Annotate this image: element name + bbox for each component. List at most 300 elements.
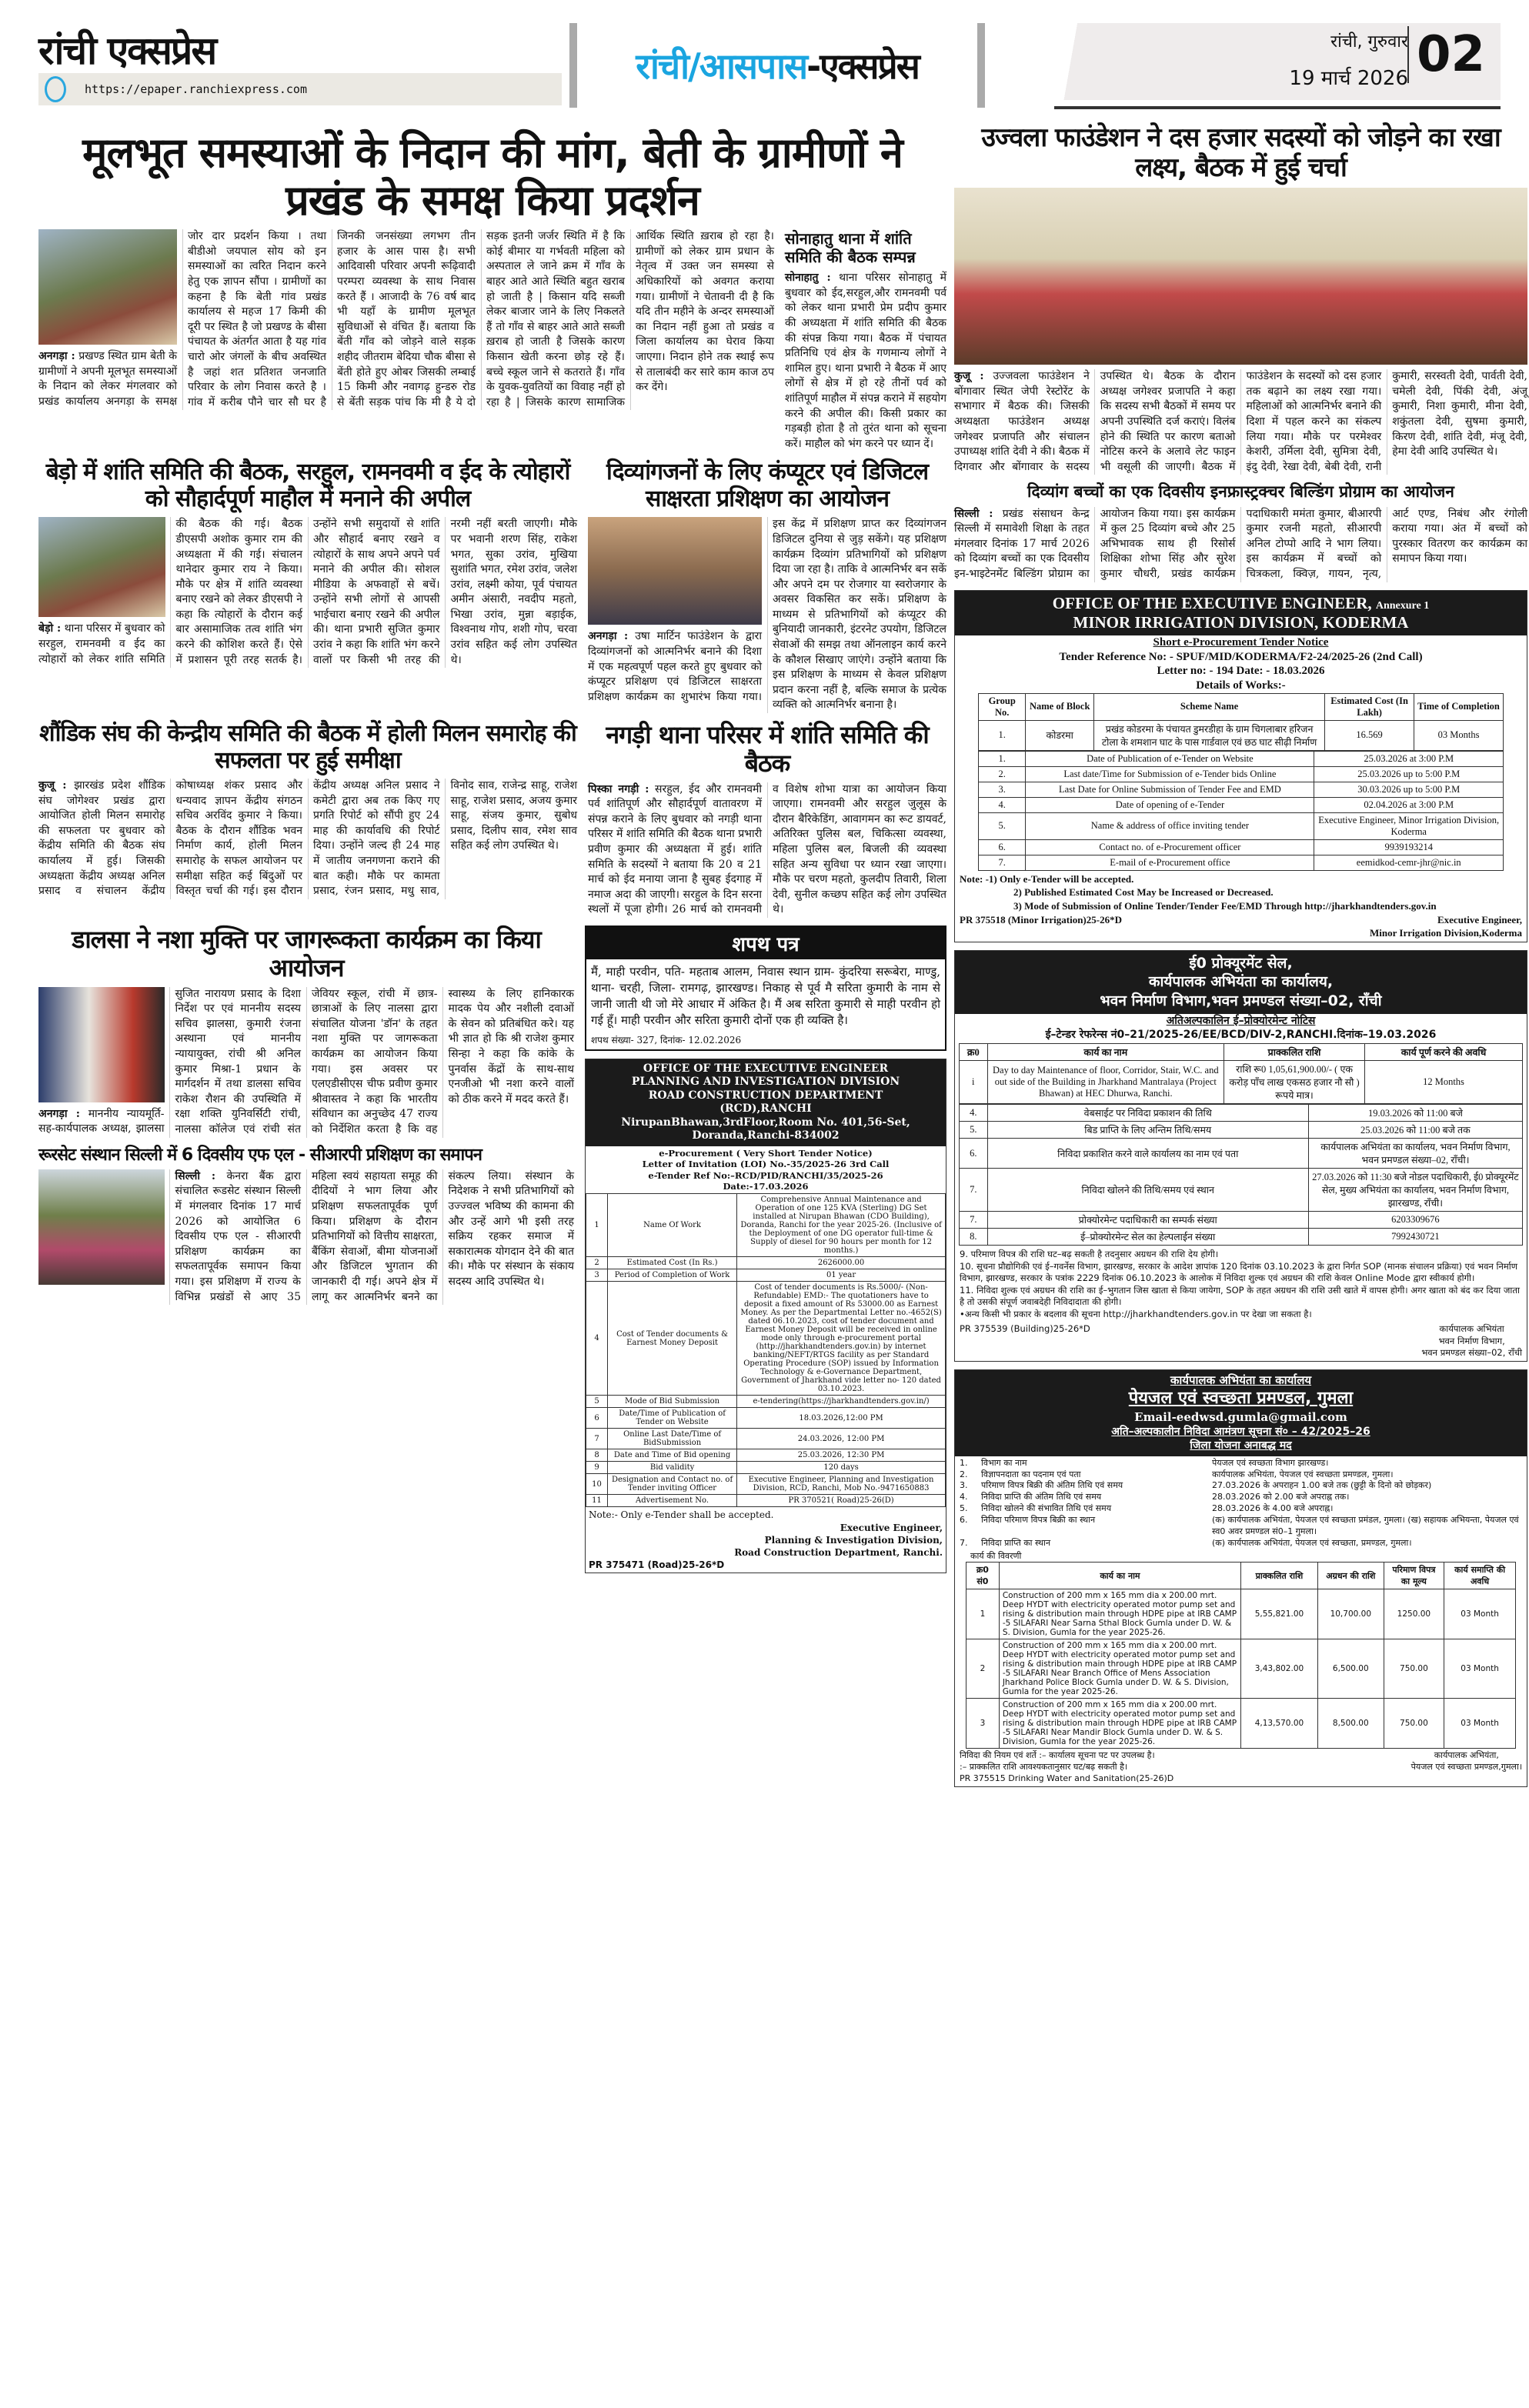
cell: 1250.00 [1384, 1589, 1444, 1639]
letter-no: Letter no: - 194 Date: - 18.03.2026 [1157, 665, 1325, 678]
info-field: 27.03.2026 के अपराहन 1.00 बजे तक (छुट्टी के दिनो को छोड़कर) [1212, 1480, 1432, 1491]
info-item [960, 1538, 1522, 1549]
cell: 4 [586, 1282, 608, 1396]
info-field: 4. [960, 1492, 968, 1502]
cell: Name Of Work [608, 1194, 737, 1257]
cell: Construction of 200 mm x 165 mm dia x 200.00 mrt. Deep HYDT with electricity operated motor pump set and rising & distribution main through HDPE pipe at IRB CAMP -5 SILAFARI Near Sarna Sthal Block Gumla under D. W. & S. Division, Gumla for the year 2025-26. [999, 1589, 1240, 1639]
cell: 750.00 [1384, 1699, 1444, 1749]
issue-date: 19 मार्च 2026 [1289, 67, 1408, 90]
cell: 8 [586, 1449, 608, 1462]
cell: 7. [960, 1212, 988, 1229]
cell: 8,500.00 [1317, 1699, 1384, 1749]
tender-reference: ई–टेन्डर रेफरेन्स नं0–21/2025-26/EE/BCD/DIV-2,RANCHI.दिनांक–19.03.2026 [1045, 1028, 1437, 1041]
header-rule [1054, 106, 1501, 109]
date-block [1000, 23, 1501, 100]
cell: 03 Month [1444, 1699, 1516, 1749]
cell: 7. [960, 1169, 988, 1212]
table-row [979, 855, 1504, 870]
cell: Executive Engineer, Planning and Investigation Division, RCD, Ranchi, Mob No.-9471650883 [737, 1474, 946, 1495]
info-field: (क) कार्यपालक अभियंता, पेयजल एवं स्वच्छता प्रमंडल, गुमला। (ख) सहायक अभियन्ता, पेयजल एवं स्व0 अवर प्रमण्डल सं0–1 गुमला। [1212, 1514, 1519, 1536]
signatory: Executive Engineer, [1437, 913, 1522, 926]
article-ujjwala [954, 123, 1527, 475]
info-item [960, 1480, 1522, 1492]
cell: 18.03.2026,12:00 PM [737, 1408, 946, 1429]
dateline: अनगड़ा : [38, 1107, 80, 1120]
article-beti [38, 129, 946, 452]
ad-header-line: (RCD),RANCHI [719, 1102, 812, 1116]
pr-number: PR 375471 (Road)25-26*D [589, 1559, 725, 1571]
table-row [979, 751, 1504, 766]
cell: कोडरमा [1026, 720, 1094, 750]
table-row [586, 1495, 946, 1507]
works-table [966, 1562, 1516, 1749]
loi-number: Letter of Invitation (LOI) No.-35/2025-26 3rd Call [642, 1159, 890, 1170]
cell: Bid validity [608, 1462, 737, 1474]
note-line: 3) Mode of Submission of Online Tender/Tender Fee/EMD Through http://jharkhandtenders.gov.in [1013, 899, 1437, 912]
table-row [966, 1639, 1516, 1699]
cell: प्रोक्योरमेन्ट पदाधिकारी का सम्पर्क संख्या [987, 1212, 1308, 1229]
cell: 120 days [737, 1462, 946, 1474]
info-field: निविदा खोलने की संभावित तिथि एवं समय [981, 1503, 1112, 1514]
dateline: सिल्ली : [175, 1169, 216, 1182]
cell: 10 [586, 1474, 608, 1495]
cell: 25.03.2026 को 11:00 बजे तक [1308, 1122, 1522, 1139]
note-line: 2) Published Estimated Cost May be Increased or Decreased. [1013, 886, 1274, 899]
info-field: परिमाण विपत्र बिक्री की अंतिम तिथि एवं समय [981, 1480, 1123, 1491]
info-field: 2. [960, 1469, 968, 1479]
table-row [586, 1429, 946, 1449]
cell: 11 [586, 1495, 608, 1507]
dateline: अनगड़ा : [38, 350, 75, 363]
article-divyang-children-body [954, 507, 1527, 582]
col-header: क्र0 [960, 1044, 988, 1061]
cell: 3. [979, 782, 1026, 797]
cell: 6. [979, 839, 1026, 855]
headline-ujjwala: उज्वला फाउंडेशन ने दस हजार सदस्यों को जोड़ने का रखा लक्ष्य, बैठक में हुई चर्चा [981, 122, 1501, 184]
schedule-table [959, 1104, 1523, 1246]
cell: Date and Time of Bid opening [608, 1449, 737, 1462]
cell: Cost of tender documents is Rs.5000/- (Non-Refundable) EMD:- The quotationers have to deposit a fixed amount of Rs 53000.00 as Earnest Money. As per the Departmental Letter no.-4652(S) dated 06.10.2023, cost of tender document and Earnest Money Deposit will be received in online mode only through e-procurement portal (http://jharkhandtenders.gov.in) by internet banking/NEFT/RTGS facility as per Standard Operating Procedure (SOP) issued by Information Technology & e-Governance Department, Government of Jharkhand vide letter no- 120 dated 03.10.2023. [737, 1282, 946, 1396]
table-row [960, 1061, 1523, 1104]
photo-ujjwala-meeting [954, 188, 1527, 365]
headline-rudset: रूरसेट संस्थान सिल्ली में 6 दिवसीय एफ एल - सीआरपी प्रशिक्षण का समापन [38, 1145, 482, 1165]
col-header: Estimated Cost (In Lakh) [1325, 693, 1414, 720]
affidavit-title: शपथ पत्र [586, 927, 945, 959]
table-row [586, 1462, 946, 1474]
headline-divyang-computer: दिव्यांगजनों के लिए कंप्यूटर एवं डिजिटल साक्षरता प्रशिक्षण का आयोजन [606, 459, 929, 512]
ad-email: Email-eedwsd.gumla@gmail.com [1134, 1409, 1347, 1424]
info-field: 5. [960, 1503, 968, 1514]
cell: 4. [979, 797, 1026, 812]
article-rudset [38, 1146, 574, 1306]
article-text: माननीय न्यायमूर्ति-सह-कार्यपालक अध्यक्ष, झालसा सुजित नारायण प्रसाद के दिशा निर्देश पर एवं माननीय सदस्य सचिव झालसा, कुमारी रंजना अस्थाना एवं माननीय न्यायायुक्त, रांची श्री अनिल कुमार मिश्रा-1 प्रधान के मार्गदर्शन में तथा डालसा सचिव राकेश रौशन की उपस्थिति में रक्षा शक्ति युनिवर्सिटी रांची, नालसा कॉलेज एवं रांची संत जेवियर स्कूल, रांची में छात्र-छात्राओं के लिए नालसा द्वारा संचालित योजना 'डॉन' के तहत नशा मुक्ति पर जागरूकता कार्यक्रम का आयोजन किया गया। इस अवसर पर एलएडीसीएस चीफ प्रवीण कुमार श्रीवास्तव ने कहा कि भारतीय संविधान का अनुच्छेद 47 राज्य को निर्देशित करता है कि वह स्वास्थ्य के लिए हानिकारक मादक पेय और नशीली दवाओं के सेवन को प्रतिबंधित करे। यह भी ज्ञात हो कि श्री राजेश कुमार सिन्हा ने कहा कि कांके के पुनर्वास केंद्रों के साथ-साथ एनजीओ भी नशा करने वालों को ठीक करने में मदद करते हैं। [38, 987, 574, 1136]
cell: 1. [979, 751, 1026, 766]
cell: 4. [960, 1105, 988, 1122]
photo-protest [38, 229, 177, 345]
cell: Mode of Bid Submission [608, 1396, 737, 1408]
cell: 03 Months [1414, 720, 1504, 750]
ad-title: अतिअल्पकालिन ई–प्रोक्योरमेन्ट नोटिस [1166, 1014, 1316, 1027]
dateline: अनगड़ा : [588, 630, 629, 643]
tender-reference: Tender Reference No: - SPUF/MID/KODERMA/F2-24/2025-26 (2nd Call) [1059, 650, 1423, 663]
cell: 1 [966, 1589, 1000, 1639]
col-header: प्राक्कलित राशि [1224, 1044, 1365, 1061]
cell: 02.04.2026 at 3:00 P.M [1314, 797, 1504, 812]
table-row [960, 1122, 1523, 1139]
cell: 10,700.00 [1317, 1589, 1384, 1639]
info-field: 1. [960, 1457, 968, 1468]
signatory-office: पेयजल एवं स्वच्छता प्रमण्डल,गुमला। [1410, 1762, 1522, 1773]
dateline: कुजू : [954, 370, 984, 383]
cell: Day to day Maintenance of floor, Corridor, Stair, W.C. and out side of the Building in Jharkhand Mantralaya (Project Bhawan) at HEC Dhurwa, Ranchi. [987, 1061, 1224, 1104]
section-title-b: -एक्सप्रेस [806, 45, 919, 87]
right-column [954, 123, 1527, 1787]
article-shaundik-body [38, 779, 577, 899]
ad-header-line1: कार्यपालक अभियंता का कार्यालय, [1148, 973, 1334, 991]
cell: Designation and Contact no. of Tender inviting Officer [608, 1474, 737, 1495]
cell: प्रखंड कोडरमा के पंचायत डुमरडीहा के ग्राम चिगलाबार हरिजन टोला के शमशान घाट के पास गार्डवाल एवं छठ घाट सीढ़ी निर्माण [1094, 720, 1325, 750]
dateline: कुजू : [38, 779, 67, 792]
table-row [586, 1194, 946, 1257]
affidavit-number: शपथ संख्या- 327, दिनांक- 12.02.2026 [591, 1034, 742, 1046]
article-text: प्रखण्ड स्थित ग्राम बेती के ग्रामीणों ने अपनी मूलभूत समस्याओं के निदान को लेकर मंगलवार को प्रखंड कार्यालय अनगड़ा के समक्ष जोर दार प्रदर्शन किया । तथा बीडीओ जयपाल सोय को इन समस्याओं का त्वरित निदान करने हेतु एक ज्ञापन सौंपा । ग्रामीणों का कहना है कि बेती गांव प्रखंड कार्यालय से महज 17 किमी की दूरी पर स्थित है जो प्रखण्ड के बीसा पंचायत के अंतर्गत आता है यह गांव चारो ओर जंगलों के बीच अवस्थित है जहां शत प्रतिशत जनजाति परिवार के लोग निवास करते है । गांव में करीब पौने चार सौ घर है जिनकी जनसंख्या लगभग तीन हजार के आस पास है। सभी आदिवासी परिवार अपनी रूढ़िवादी परम्परा व्यवस्था के साथ निवास करते हैं । आजादी के 76 वर्ष बाद भी यहाँ के ग्रामीण मूलभूत सुविधाओं से वंचित हैं। बताया कि बेंती गाँव को जोड़ने वाले सड़क शहीद जीतराम बेदिया चौक बीसा से बेंती होते हुए ओबर जिसकी लम्बाई 15 किमी और नवागढ़ हुन्डरु रोड से बेंती सड़क पांच कि मी है ये दो सड़क इतनी जर्जर स्थिति में है कि कोई बीमार या गर्भवती महिला को अस्पताल ले जाने क्रम में गाँव के बाहर आते आते स्थिति बहुत खराब हो जाती है | किसान यदि सब्जी लेकर बाजार जाने के लिए निकलते हैं तो गाँव से बाहर आते आते सब्जी ख़राब हो जाती है जिसके कारण किसान खेती करना छोड़ रहे हैं। बच्चे स्कूल जाने से कतराते हैं। गाँव के युवक-युवतियों का विवाह नहीं हो रहा है | जिसके कारण सामाजिक आर्थिक स्थिति ख़राब हो रहा है। ग्रामीणों को लेकर ग्राम प्रधान के नेतृत्व में उक्त जन समस्या से अधिकारियों को अवगत कराया गया। ग्रामीणों ने चेतावनी दी है कि यदि तीन महीने के अन्दर समस्याओं का निदान नहीं हुआ तो प्रखंड व जिला कार्यालय का घेराव किया जाएगा। निदान होने तक स्थाई रूप से तालाबंदी कर सारे काम काज ठप कर देंगे। [38, 230, 774, 409]
table-row [979, 839, 1504, 855]
table-row [960, 1105, 1523, 1122]
info-field: कार्यपालक अभियंता, पेयजल एवं स्वच्छता प्रमण्डल, गुमला। [1212, 1469, 1394, 1479]
epaper-url[interactable] [38, 73, 562, 105]
article-ujjwala-body [954, 369, 1527, 475]
cell: 7. [979, 855, 1026, 870]
table-row [966, 1589, 1516, 1639]
cell: 9939193214 [1314, 839, 1504, 855]
left-column [38, 129, 946, 1573]
cell: 5. [979, 812, 1026, 839]
tender-ad-road-construction [585, 1059, 946, 1573]
info-item [960, 1458, 1522, 1469]
cell: 12 Months [1365, 1061, 1523, 1104]
photo-dalsa-programme [38, 987, 165, 1102]
cell: i [960, 1061, 988, 1104]
cell: Date of opening of e-Tender [1026, 797, 1314, 812]
cell: 19.03.2026 को 11:00 बजे [1308, 1105, 1522, 1122]
info-list [955, 1456, 1527, 1551]
ad-header-line: NirupanBhawan,3rdFloor,Room No. 401,56-Set, [621, 1116, 910, 1129]
works-table [959, 1043, 1523, 1104]
ad-header-line1: OFFICE OF THE EXECUTIVE ENGINEER, [1052, 593, 1372, 612]
headline-beti-protest: मूलभूत समस्याओं के निदान की मांग, बेती के ग्रामीणों ने प्रखंड के समक्ष किया प्रदर्शन [82, 128, 903, 225]
ad-header-line0: ई0 प्रोक्यूरमेंट सेल, [1189, 954, 1293, 972]
cell: 2. [979, 766, 1026, 782]
annexure-label: Annexure 1 [1375, 599, 1430, 612]
section-title [569, 23, 985, 108]
cell: 9 [586, 1462, 608, 1474]
table-row [586, 1449, 946, 1462]
pr-number: PR 375539 (Building)25-26*D [960, 1323, 1090, 1335]
info-field: निविदा परिमाण विपत्र बिक्री का स्थान [981, 1514, 1096, 1525]
table-row [586, 1282, 946, 1396]
table-row [960, 1212, 1523, 1229]
article-dalsa-body [38, 987, 574, 1138]
col-header: कार्य समाप्ति की अवधि [1444, 1563, 1516, 1589]
cell: 2 [966, 1639, 1000, 1699]
works-table [978, 693, 1504, 751]
cell: 3 [966, 1699, 1000, 1749]
info-item [960, 1515, 1522, 1538]
col-header: अग्रधन की राशि [1317, 1563, 1384, 1589]
cell: 4,13,570.00 [1241, 1699, 1318, 1749]
table-row [960, 1229, 1523, 1246]
signatory-dept: भवन निर्माण विभाग, [1438, 1335, 1505, 1346]
info-item [960, 1492, 1522, 1503]
headline-sonahatu: सोनाहातु थाना में शांति समिति की बैठक सम्पन्न [785, 229, 916, 267]
note-line: 10. सूचना प्रौद्योगिकी एवं ई–गवर्नेस विभाग, झारखण्ड, सरकार के आदेश ज्ञापांक 120 दिनांक 03.10.2023 के द्वारा निर्गत SOP (मानक संचालन प्रक्रिया) एवं भवन निर्माण विभाग, झारखण्ड, सरकार के पत्रांक 2229 दिनांक 06.10.2023 के आलोक में निविदा शुल्क एवं अग्रधन की राशि केवल Online Mode द्वारा स्वीकार्य होगी। [960, 1260, 1518, 1284]
cell: 1 [586, 1194, 608, 1257]
info-field: (क) कार्यपालक अभियंता, पेयजल एवं स्वच्छता, प्रमण्डल, गुमला। [1212, 1537, 1412, 1548]
article-nagri-body [588, 782, 946, 918]
article-text: केनरा बैंक द्वारा संचालित रूडसेट संस्थान सिल्ली में मंगलवार दिनांक 17 मार्च 2026 को आयोजित 6 दिवसीय एफ एल - सीआरपी प्रशिक्षण कार्यक्रम का सफलतापूर्वक समापन किया गया। इस प्रशिक्षण में राज्य के विभिन्न प्रखंडों से आए 35 महिला स्वयं सहायता समूह की दीदियों ने भाग लिया और प्रशिक्षण सफलतापूर्वक पूर्ण किया। प्रशिक्षण के दौरान प्रतिभागियों को वित्तीय साक्षरता, बैंकिंग सेवाओं, बीमा योजनाओं और डिजिटल भुगतान की जानकारी दी गई। अपने क्षेत्र में लागू कर आत्मनिर्भर बनने का संकल्प लिया। संस्थान के निदेशक ने सभी प्रतिभागियों को उज्ज्वल भविष्य की कामना की और उन्हें आगे भी इसी तरह सक्रिय रहकर समाज में सकारात्मक योगदान देने की बात की। मौके पर संस्थान के संकाय सदस्य आदि उपस्थित थे। [175, 1169, 574, 1303]
headline-shaundik: शौंडिक संघ की केन्द्रीय समिति की बैठक में होली मिलन समारोह की सफलता पर हुई समीक्षा [39, 720, 576, 774]
cell: ई–प्रोक्योरमेन्ट सेल का हेल्पलाईन संख्या [987, 1229, 1308, 1246]
ad-header-line0: कार्यपालक अभियंता का कार्यालय [1170, 1372, 1312, 1387]
article-divyang-computer [588, 459, 946, 713]
col-header: कार्य का नाम [999, 1563, 1240, 1589]
table-row [586, 1474, 946, 1495]
ad-header-line: OFFICE OF THE EXECUTIVE ENGINEER [643, 1062, 889, 1075]
cell: Cost of Tender documents & Earnest Money Deposit [608, 1282, 737, 1396]
headline-divyang-children: दिव्यांग बच्चों का एक दिवसीय इनफ्रास्ट्रक्चर बिल्डिंग प्रोग्राम का आयोजन [1027, 482, 1454, 502]
article-text: प्रखंड संसाधन केन्द्र सिल्ली में समावेशी शिक्षा के तहत मंगलवार दिनांक 17 मार्च 2026 को दिव्यांग बच्चों का एक दिवसीय इन-भाइटेनमेंट बिल्डिंग प्रोग्राम का आयोजन किया गया। इस कार्यक्रम में कुल 25 दिव्यांग बच्चे और 25 अभिभावक साथ ही रिसोर्स शिक्षिका शोभा सिंह और सुरेश कुमार चौधरी, प्रखंड कार्यक्रम पदाधिकारी ममंता कुमार, बीआरपी कुमार रजनी महतो, सीआरपी अनिल टोप्पो आदि ने भाग लिया। इस कार्यक्रम में बच्चों को चित्रकला, क्विज़, गायन, नृत्य, आर्ट एण्ड, निबंध और रंगोली कराया गया। अंत में बच्चों को पुरस्कार वितरण कर कार्यक्रम का समापन किया गया। [954, 507, 1527, 580]
article-beti-body [38, 229, 774, 410]
tender-ad-building [954, 950, 1527, 1362]
table-row [979, 797, 1504, 812]
cell: Last date/Time for Submission of e-Tender bids Online [1026, 766, 1314, 782]
cell: 7992430721 [1308, 1229, 1522, 1246]
note-line: :– प्राक्कलित राशि आवश्यकतानुसार घट/बढ़ सकती है। [960, 1762, 1128, 1773]
note-line: 9. परिमाण विपत्र की राशि घट–बढ़ सकती है तदनुसार अग्रधन की राशि देय होगी। [960, 1249, 1219, 1260]
table-row [979, 812, 1504, 839]
cell: Last Date for Online Submission of Tender Fee and EMD [1026, 782, 1314, 797]
cell: Comprehensive Annual Maintenance and Operation of one 125 KVA (Sterling) DG Set installed at Nirupan Bhawan (CDO Building), Doranda, Ranchi for the year 2025-26. (Inclusive of the Deployment of one DG operator full-time & Supply of diesel for 90 hours per month for 12 months.) [737, 1194, 946, 1257]
affidavit-box [585, 926, 946, 1051]
tender-date: Date:-17.03.2026 [723, 1181, 809, 1192]
cell: 5 [586, 1396, 608, 1408]
info-field: विज्ञापनदाता का पदनाम एवं पता [981, 1469, 1081, 1479]
cell: 3,43,802.00 [1241, 1639, 1318, 1699]
cell: Period of Completion of Work [608, 1269, 737, 1282]
cell: 7 [586, 1429, 608, 1449]
affidavit-text: मैं, माही परवीन, पति- महताब आलम, निवास स्थान ग्राम- कुंदरिया सरूबेरा, माण्डु, थाना- चरही, जिला- रामगढ़, झारखण्ड। निकाह से पूर्व मै सरिता कुमारी के नाम से जानी जाती थी जो मेरे आधार में अंकित है। मैं अब सरिता कुमारी से माही परवीन हो गई हूँ। माही परवीन और सरिता कुमारी दोनों एक ही व्यक्ति है। [591, 964, 940, 1027]
col-header: Group No. [979, 693, 1026, 720]
cell: Name & address of office inviting tender [1026, 812, 1314, 839]
cell: Advertisement No. [608, 1495, 737, 1507]
newspaper-logo: रांची एक्सप्रेस [38, 28, 216, 73]
cell: Executive Engineer, Minor Irrigation Division, Koderma [1314, 812, 1504, 839]
headline-nagri: नगड़ी थाना परिसर में शांति समिति की बैठक [606, 720, 929, 778]
col-header: कार्य का नाम [987, 1044, 1224, 1061]
info-field: 6. [960, 1514, 968, 1525]
cell: 30.03.2026 up to 5:00 P.M [1314, 782, 1504, 797]
cell: 5. [960, 1122, 988, 1139]
cell: वेबसाईट पर निविदा प्रकाशन की तिथि [987, 1105, 1308, 1122]
cell: 750.00 [1384, 1639, 1444, 1699]
cell: कार्यपालक अभियंता का कार्यालय, भवन निर्माण विभाग, भवन प्रमण्डल संख्या–02, रॉंची। [1308, 1139, 1522, 1169]
col-header: कार्य पूर्ण करने की अवधि [1365, 1044, 1523, 1061]
work-label: कार्य की विवरणी [970, 1551, 1022, 1562]
article-text: झारखंड प्रदेश शौंडिक संघ जोगेश्वर प्रखंड द्वारा आयोजित होली मिलन समारोह की सफलता पर बुधवार को केंद्रीय समिति की बैठक संघ कार्यालय में हुई। जिसकी अध्यक्षता केंद्रीय अध्यक्ष अनिल प्रसाद व संचालन केंद्रीय कोषाध्यक्ष शंकर प्रसाद और धन्यवाद ज्ञापन केंद्रीय संगठन सचिव अरविंद कुमार ने किया। बैठक के दौरान शौंडिक भवन निर्माण कार्य, होली मिलन समारोह के सफल आयोजन पर समीक्षा सहित कई बिंदुओं पर विस्तृत चर्चा की गई। इस दौरान केंद्रीय अध्यक्ष अनिल प्रसाद ने कमेटी द्वारा अब तक किए गए प्रगति रिपोर्ट को सौंपी हुए 24 माह की कार्यावधि की रिपोर्ट दिया। उन्होंने जल्द ही 24 माह में जातीय जनगणना कराने की बात कही। मौके पर कामता प्रसाद, रंजन प्रसाद, मधु साव, विनोद साव, राजेन्द्र साहू, राजेश साहू, राजेश प्रसाद, अजय कुमार साहू, संजय कुमार, सुबोध प्रसाद, दिलीप साव, रमेश साव सहित कई लोग उपस्थित थे। [38, 779, 577, 898]
article-text: सरहुल, ईद और रामनवमी पर्व शांतिपूर्ण और सौहार्दपूर्ण वातावरण में संपन्न कराने के लिए बुधवार को नगड़ी थाना परिसर में शांति समिति की बैठक थाना प्रभारी प्रवीण कुमार की अध्यक्षता में हुई। शांति समिति के सदस्यों ने बताया कि 20 व 21 मार्च को ईद मनाया जाना है सुबह ईदगाह में नमाज अदा की जाएगी। सरहुल के दिन सरना स्थलों में पूजा होगी। 26 मार्च को रामनवमी व विशेष शोभा यात्रा का आयोजन किया जाएगा। रामनवमी और सरहुल जुलूस के दौरान बैरिकेडिंग, आवागमन का रूट डायवर्ट, अतिरिक्त पुलिस बल, चिकित्सा व्यवस्था, महिला पुलिस बल, बिजली की व्यवस्था सहित अन्य सुविधा पर ध्यान रखा जाएगा। मौके पर चरण महतो, कुलदीप तिवारी, शिला देवी, सुनील कच्छप सहित कई लोग उपस्थित थे। [588, 782, 946, 916]
article-divyang-computer-body [588, 517, 946, 713]
schedule-table [978, 751, 1504, 871]
info-field: 7. [960, 1537, 968, 1548]
info-field: निविदा प्राप्ति का स्थान [981, 1537, 1051, 1548]
signatory-dept: Road Construction Department, Ranchi. [734, 1547, 943, 1559]
info-item [960, 1503, 1522, 1515]
cell: Construction of 200 mm x 165 mm dia x 200.00 mrt. Deep HYDT with electricity operated motor pump set and rising & distribution main through HDPE pipe at IRB CAMP -5 SILAFARI Near Mandir Block Gumla under D. W. & S. Division, Gumla for the year 2025-26. [999, 1699, 1240, 1749]
signatory: Executive Engineer, [840, 1522, 943, 1533]
photo-rudset-training [38, 1169, 165, 1285]
article-text: थाना परिसर में बुधवार को सरहुल, रामनवमी व ईद का त्योहारों को लेकर शांति समिति की बैठक की गई। बैठक डीएसपी अशोक कुमार राम की अध्यक्षता में की गई। संचालन थानेदार कुमार राय ने किया। मौके पर क्षेत्र में शांति व्यवस्था बनाए रखने को लेकर डीएसपी ने कहा कि त्योहारों के दौरान कई बार असामाजिक तत्व शांति भंग करने की कोशिश करते हैं। ऐसे में प्रशासन पूरी तरह सतर्क है। उन्होंने सभी समुदायों से शांति और सौहार्द बनाए रखने व त्योहारों के साथ अपने अपने पर्व मनाने की अपील की। सोशल मीडिया के अफवाहों से बचें। उन्होंने सभी लोगों से आपसी भाईचारा बनाए रखने की अपील की। थाना प्रभारी सुजित कुमार उरांव ने कहा कि शांति भंग करने वालों पर किसी भी तरह की नरमी नहीं बरती जाएगी। मौके पर भवानी शरण सिंह, राकेश भगत, सुका उरांव, मुखिया सुशांति भगत, रमेश उरांव, जलेश उरांव, लक्ष्मी कोया, पूर्व पंचायत अमीन अंसारी, नवदीप महतो, भिखा उरांव, मुन्ना बड़ाईक, विश्वनाथ गोप, शशी गोप, चरवा उरांव सहित कई लोग उपस्थित थे। [38, 518, 577, 666]
cell: 24.03.2026, 12:00 PM [737, 1429, 946, 1449]
article-dalsa [38, 926, 574, 1138]
scheme-head: जिला योजना अनाबद्ध मद [1190, 1439, 1292, 1452]
table-row [979, 720, 1504, 750]
note-line: Note: -1) Only e-Tender will be accepted. [960, 872, 1134, 885]
cell: 25.03.2026, 12:30 PM [737, 1449, 946, 1462]
note-line: 11. निविदा शुल्क एवं अग्रधन की राशि का ई–भुगतान जिस खाता से किया जायेगा, SOP के तहत अग्रधन की राशि उसी खाते में वापस होगी। अगर खाता को बंद कर दिया जाता है तो उसकी संपूर्ण जवाबदेही निविदादाता की होगी। [960, 1284, 1520, 1308]
table-row [960, 1169, 1523, 1212]
pr-number: PR 375515 Drinking Water and Sanitation(25-26)D [960, 1773, 1174, 1784]
details-label: Details of Works:- [1196, 679, 1286, 692]
ad-header-line2: भवन निर्माण विभाग,भवन प्रमण्डल संख्या–02, रॉंची [1100, 992, 1382, 1009]
article-divyang-children [954, 482, 1527, 582]
cell: 03 Month [1444, 1589, 1516, 1639]
article-bero-body [38, 517, 577, 668]
table-row [966, 1699, 1516, 1749]
pr-number: PR 375518 (Minor Irrigation)25-26*D [960, 913, 1122, 926]
col-header: प्राक्कलित राशि [1241, 1563, 1318, 1589]
article-rudset-body [38, 1169, 574, 1305]
article-bero [38, 459, 577, 668]
col-header: Scheme Name [1094, 693, 1325, 720]
article-shaundik [38, 721, 577, 899]
cell: 8. [960, 1229, 988, 1246]
cell: राशि रू0 1,05,61,900.00/- ( एक करोड़ पाँच लाख एकसठ हजार नौ सौ ) रूपये मात्र। [1224, 1061, 1365, 1104]
ad-header-line2: MINOR IRRIGATION DIVISION, KODERMA [1073, 612, 1409, 632]
ad-header-line: Doranda,Ranchi-834002 [692, 1129, 840, 1142]
article-nagri [588, 721, 946, 918]
cell: Online Last Date/Time of BidSubmission [608, 1429, 737, 1449]
article-text: उषा मार्टिन फाउंडेशन के द्वारा दिव्यांगजनों को आत्मनिर्भर बनाने की दिशा में एक महत्वपूर्ण पहल करते हुए बुधवार को कंप्यूटर प्रशिक्षण एवं डिजिटल साक्षरता प्रशिक्षण कार्यक्रम का शुभारंभ किया गया। इस केंद्र में प्रशिक्षण प्राप्त कर दिव्यांगजन डिजिटल दुनिया से जुड़ सकेंगे। यह प्रशिक्षण कार्यक्रम दिव्यांग प्रतिभागियों को प्रशिक्षण दिया जा रहा है। ताकि वे आत्मनिर्भर बन सकें और अपने दम पर रोजगार या स्वरोजगार के अवसर विकसित कर सकें। प्रशिक्षण के माध्यम से प्रतिभागियों को कंप्यूटर की बुनियादी जानकारी, इंटरनेट उपयोग, डिजिटल सेवाओं की समझ तथा ऑनलाइन कार्य करने के कौशल सिखाए जाएंगे। उन्होंने बताया कि इस प्रशिक्षण के माध्यम से केवल प्रशिक्षण प्रदान करना नहीं है, बल्कि समाज के प्रत्येक व्यक्ति को आत्मनिर्भर बनाना है। [588, 518, 946, 712]
info-field: 28.03.2026 को 2.00 बजे अपराह्न तक। [1212, 1492, 1350, 1502]
cell: निविदा प्रकाशित करने वाले कार्यालय का नाम एवं पता [987, 1139, 1308, 1169]
tender-ad-minor-irrigation [954, 590, 1527, 942]
dateline: बेड़ो : [38, 622, 62, 635]
ad-title: Short e-Procurement Tender Notice [1153, 635, 1329, 649]
table-row [586, 1408, 946, 1429]
cell: निविदा खोलने की तिथि/समय एवं स्थान [987, 1169, 1308, 1212]
info-field: निविदा प्राप्ति की अंतिम तिथि एवं समय [981, 1492, 1102, 1502]
cell: Date/Time of Publication of Tender on Website [608, 1408, 737, 1429]
cell: 01 year [737, 1269, 946, 1282]
tender-reference: e-Tender Ref No:–RCD/PID/RANCHI/35/2025-26 [648, 1169, 883, 1181]
cell: 03 Month [1444, 1639, 1516, 1699]
col-header: Name of Block [1026, 693, 1094, 720]
cell: 1. [979, 720, 1026, 750]
signatory: कार्यपालक अभियंता, [1434, 1750, 1499, 1761]
ad-header-line: ROAD CONSTRUCTION DEPARTMENT [648, 1089, 883, 1102]
cell: 5,55,821.00 [1241, 1589, 1318, 1639]
dateline: पिस्का नगड़ी : [588, 782, 649, 795]
info-field: पेयजल एवं स्वच्छता विभाग झारखण्ड। [1212, 1457, 1329, 1468]
section-title-a: रांची/आसपास [636, 45, 807, 87]
headline-bero: बेड़ो में शांति समिति की बैठक, सरहुल, रामनवमी व ईद के त्योहारों को सौहार्दपूर्ण माहौल में मनाने की अपील [45, 459, 570, 512]
dateline: सिल्ली : [954, 507, 993, 520]
article-sonahatu [785, 229, 946, 452]
signatory-division: Planning & Investigation Division, [764, 1534, 943, 1546]
signatory: कार्यपालक अभियंता [1439, 1323, 1504, 1335]
cell: Contact no. of e-Procurement officer [1026, 839, 1314, 855]
table-row [979, 766, 1504, 782]
table-row [960, 1139, 1523, 1169]
ad-header-line1: पेयजल एवं स्वच्छता प्रमण्डल, गुमला [1128, 1389, 1354, 1409]
note-line: •अन्य किसी भी प्रकार के बदलाव की सूचना http://jharkhandtenders.gov.in पर देखा जा सकता है। [960, 1308, 1312, 1319]
cell: 6. [960, 1139, 988, 1169]
signatory-office: भवन प्रमण्डल संख्या–02, रॉंची [1421, 1347, 1522, 1359]
cell: Estimated Cost (In Rs.) [608, 1257, 737, 1269]
cell: 6203309676 [1308, 1212, 1522, 1229]
dateline: सोनाहातु : [785, 272, 831, 285]
photo-computer-training [588, 517, 762, 625]
cell: 6 [586, 1408, 608, 1429]
cell: E-mail of e-Procurement office [1026, 855, 1314, 870]
details-table [586, 1193, 946, 1507]
col-header: क्र0 सं0 [966, 1563, 1000, 1589]
cell: 3 [586, 1269, 608, 1282]
cell: 2 [586, 1257, 608, 1269]
cell: 2626000.00 [737, 1257, 946, 1269]
signatory-office: Minor Irrigation Division,Koderma [1369, 927, 1522, 939]
url-text: https://epaper.ranchiexpress.com [85, 82, 307, 96]
cell: 25.03.2026 up to 5:00 P.M [1314, 766, 1504, 782]
article-text: थाना परिसर सोनाहातु में बुधवार को ईद,सरहुल,और रामनवमी पर्व को लेकर थाना प्रभारी प्रेम प्रदीप कुमार की अध्यक्षता में शांति समिति की बैठक की संपन्न किया गया। बैठक में पंचायत प्रतिनिधि एवं क्षेत्र के गणमान्य लोगों ने शामिल हुए। थाना प्रभारी ने बैठक में आए लोगों से क्षेत्र में हो रहे तीनों पर्व को शांतिपूर्ण माहौल में संपन्न कराने में सहयोग करने की अपील की। किसी प्रकार का गड़बड़ी होता है तो तुरंत थाना को सूचना करें। माहौल को भंग करने पर ध्यान दें। [785, 272, 947, 450]
cell: 6,500.00 [1317, 1639, 1384, 1699]
note-line: निविदा की नियम एवं शर्ते :– कार्यालय सूचना पट पर उपलब्ध है। [960, 1750, 1155, 1761]
tender-ad-drinking-water [954, 1369, 1527, 1787]
info-field: विभाग का नाम [981, 1457, 1027, 1468]
cell: बिड प्राप्ति के लिए अन्तिम तिथि/समय [987, 1122, 1308, 1139]
photo-bero-meeting [38, 517, 165, 617]
info-item [960, 1469, 1522, 1481]
place-day: रांची, गुरुवार [1330, 32, 1408, 52]
table-row [586, 1257, 946, 1269]
notice-number: अति–अल्पकालीन निविदा आमंत्रण सूचना सं० – 42/2025–26 [1111, 1426, 1370, 1439]
cell: 25.03.2026 at 3:00 P.M [1314, 751, 1504, 766]
ad-title: e-Procurement ( Very Short Tender Notice) [659, 1147, 873, 1159]
cell: 27.03.2026 को 11:30 बजे नोडल पदाधिकारी, ई0 प्रोक्यूरमेंट सेल, मुख्य अभियंता का कार्यालय, भवन निर्माण विभाग, झारखण्ड, रॉंची। [1308, 1169, 1522, 1212]
globe-icon [45, 76, 66, 102]
table-row [586, 1269, 946, 1282]
col-header: परिमाण विपत्र का मूल्य [1384, 1563, 1444, 1589]
table-row [586, 1396, 946, 1408]
cell: eemidkod-cemr-jhr@nic.in [1314, 855, 1504, 870]
cell: e-tendering(https://jharkhandtenders.gov.in/) [737, 1396, 946, 1408]
cell: Date of Publication of e-Tender on Website [1026, 751, 1314, 766]
col-header: Time of Completion [1414, 693, 1504, 720]
headline-dalsa: डालसा ने नशा मुक्ति पर जागरूकता कार्यक्रम का किया आयोजन [72, 924, 541, 982]
page-number: 02 [1407, 26, 1485, 83]
info-field: 28.03.2026 के 4.00 बजे अपराह्न। [1212, 1503, 1334, 1514]
note-line: Note:- Only e-Tender shall be accepted. [589, 1509, 774, 1521]
